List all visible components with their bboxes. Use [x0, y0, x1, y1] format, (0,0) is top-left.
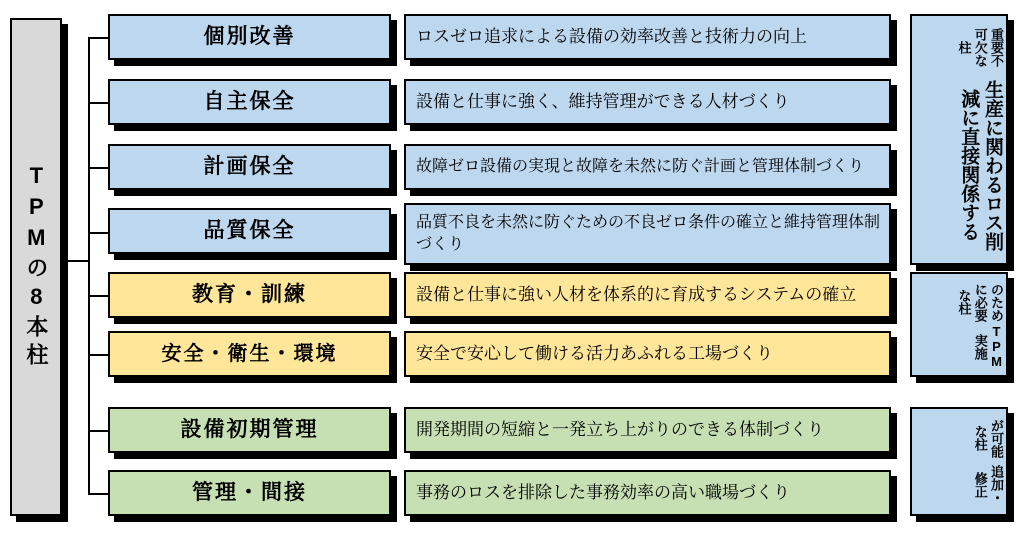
pillar-label-3: 計画保全 [203, 154, 296, 178]
branch-line-4 [88, 232, 108, 234]
pillar-box-4[interactable] [108, 208, 391, 254]
pillar-box-7[interactable] [108, 407, 391, 453]
group-3-text-rows [972, 415, 1005, 508]
branch-line-2 [88, 102, 108, 104]
trunk-label: TPMの8本柱 [23, 163, 49, 371]
pillar-desc-5 [404, 272, 891, 318]
group-box-1 [910, 14, 1008, 265]
pillar-desc-text-5: 設備と仕事に強い人材を体系的に育成するシステムの確立 [416, 284, 857, 304]
pillar-label-7: 設備初期管理 [180, 417, 319, 441]
pillar-desc-1 [404, 14, 891, 60]
pillar-desc-text-8: 事務のロスを排除した事務効率の高い職場づくり [416, 482, 790, 502]
group-label-2-sub: のために必要な柱 [956, 282, 1004, 322]
group-2-text-rows [955, 280, 1004, 369]
pillar-label-6: 安全・衛生・環境 [161, 342, 338, 365]
group-1-text-rows [955, 22, 1004, 257]
group-box-2 [910, 272, 1008, 377]
pillar-desc-text-4: 品質不良を未然に防ぐための不良ゼロ条件の確立と維持管理体制づくり [416, 214, 881, 253]
group-label-3-main: 追加・修正 [972, 465, 1004, 505]
spine-line [88, 37, 90, 495]
branch-line-7 [88, 430, 108, 432]
pillar-desc-2 [404, 79, 891, 125]
pillar-label-1: 個別改善 [203, 24, 296, 48]
trunk-stem-line [62, 260, 90, 262]
branch-line-6 [88, 354, 108, 356]
group-box-3 [910, 407, 1008, 516]
pillar-label-4: 品質保全 [203, 218, 296, 242]
pillar-box-8[interactable] [108, 470, 391, 516]
pillar-box-1[interactable] [108, 14, 391, 60]
pillar-label-8: 管理・間接 [192, 480, 307, 504]
pillar-desc-text-7: 開発期間の短縮と一発立ち上がりのできる体制づくり [416, 419, 824, 439]
group-label-1-main: 生産に関わるロス削減に直接関係する [958, 79, 1003, 251]
group-label-2-main: TPM実施 [972, 324, 1004, 369]
branch-line-5 [88, 295, 108, 297]
pillar-desc-text-3: 故障ゼロ設備の実現と故障を未然に防ぐ計画と管理体制づくり [416, 158, 865, 176]
branch-line-3 [88, 167, 108, 169]
pillar-desc-6 [404, 331, 891, 377]
pillar-desc-8 [404, 470, 891, 516]
pillar-label-5: 教育・訓練 [192, 282, 307, 306]
pillar-box-3[interactable] [108, 144, 391, 190]
branch-line-1 [88, 37, 108, 39]
pillar-desc-text-1: ロスゼロ追求による設備の効率改善と技術力の向上 [416, 26, 807, 46]
pillar-desc-text-2: 設備と仕事に強く、維持管理ができる人材づくり [416, 91, 790, 111]
pillar-box-6[interactable] [108, 331, 391, 377]
pillar-box-5[interactable] [108, 272, 391, 318]
group-label-3-sub: が可能な柱 [972, 418, 1004, 458]
pillar-box-2[interactable] [108, 79, 391, 125]
trunk-box [10, 18, 62, 516]
branch-line-8 [88, 493, 108, 495]
pillar-desc-3 [404, 144, 891, 190]
pillar-desc-4 [404, 203, 891, 265]
group-label-1-sub: 重要不可欠な柱 [956, 28, 1004, 68]
pillar-desc-text-6: 安全で安心して働ける活力あふれる工場づくり [416, 343, 773, 363]
pillar-label-2: 自主保全 [203, 89, 296, 113]
pillar-desc-7 [404, 407, 891, 453]
